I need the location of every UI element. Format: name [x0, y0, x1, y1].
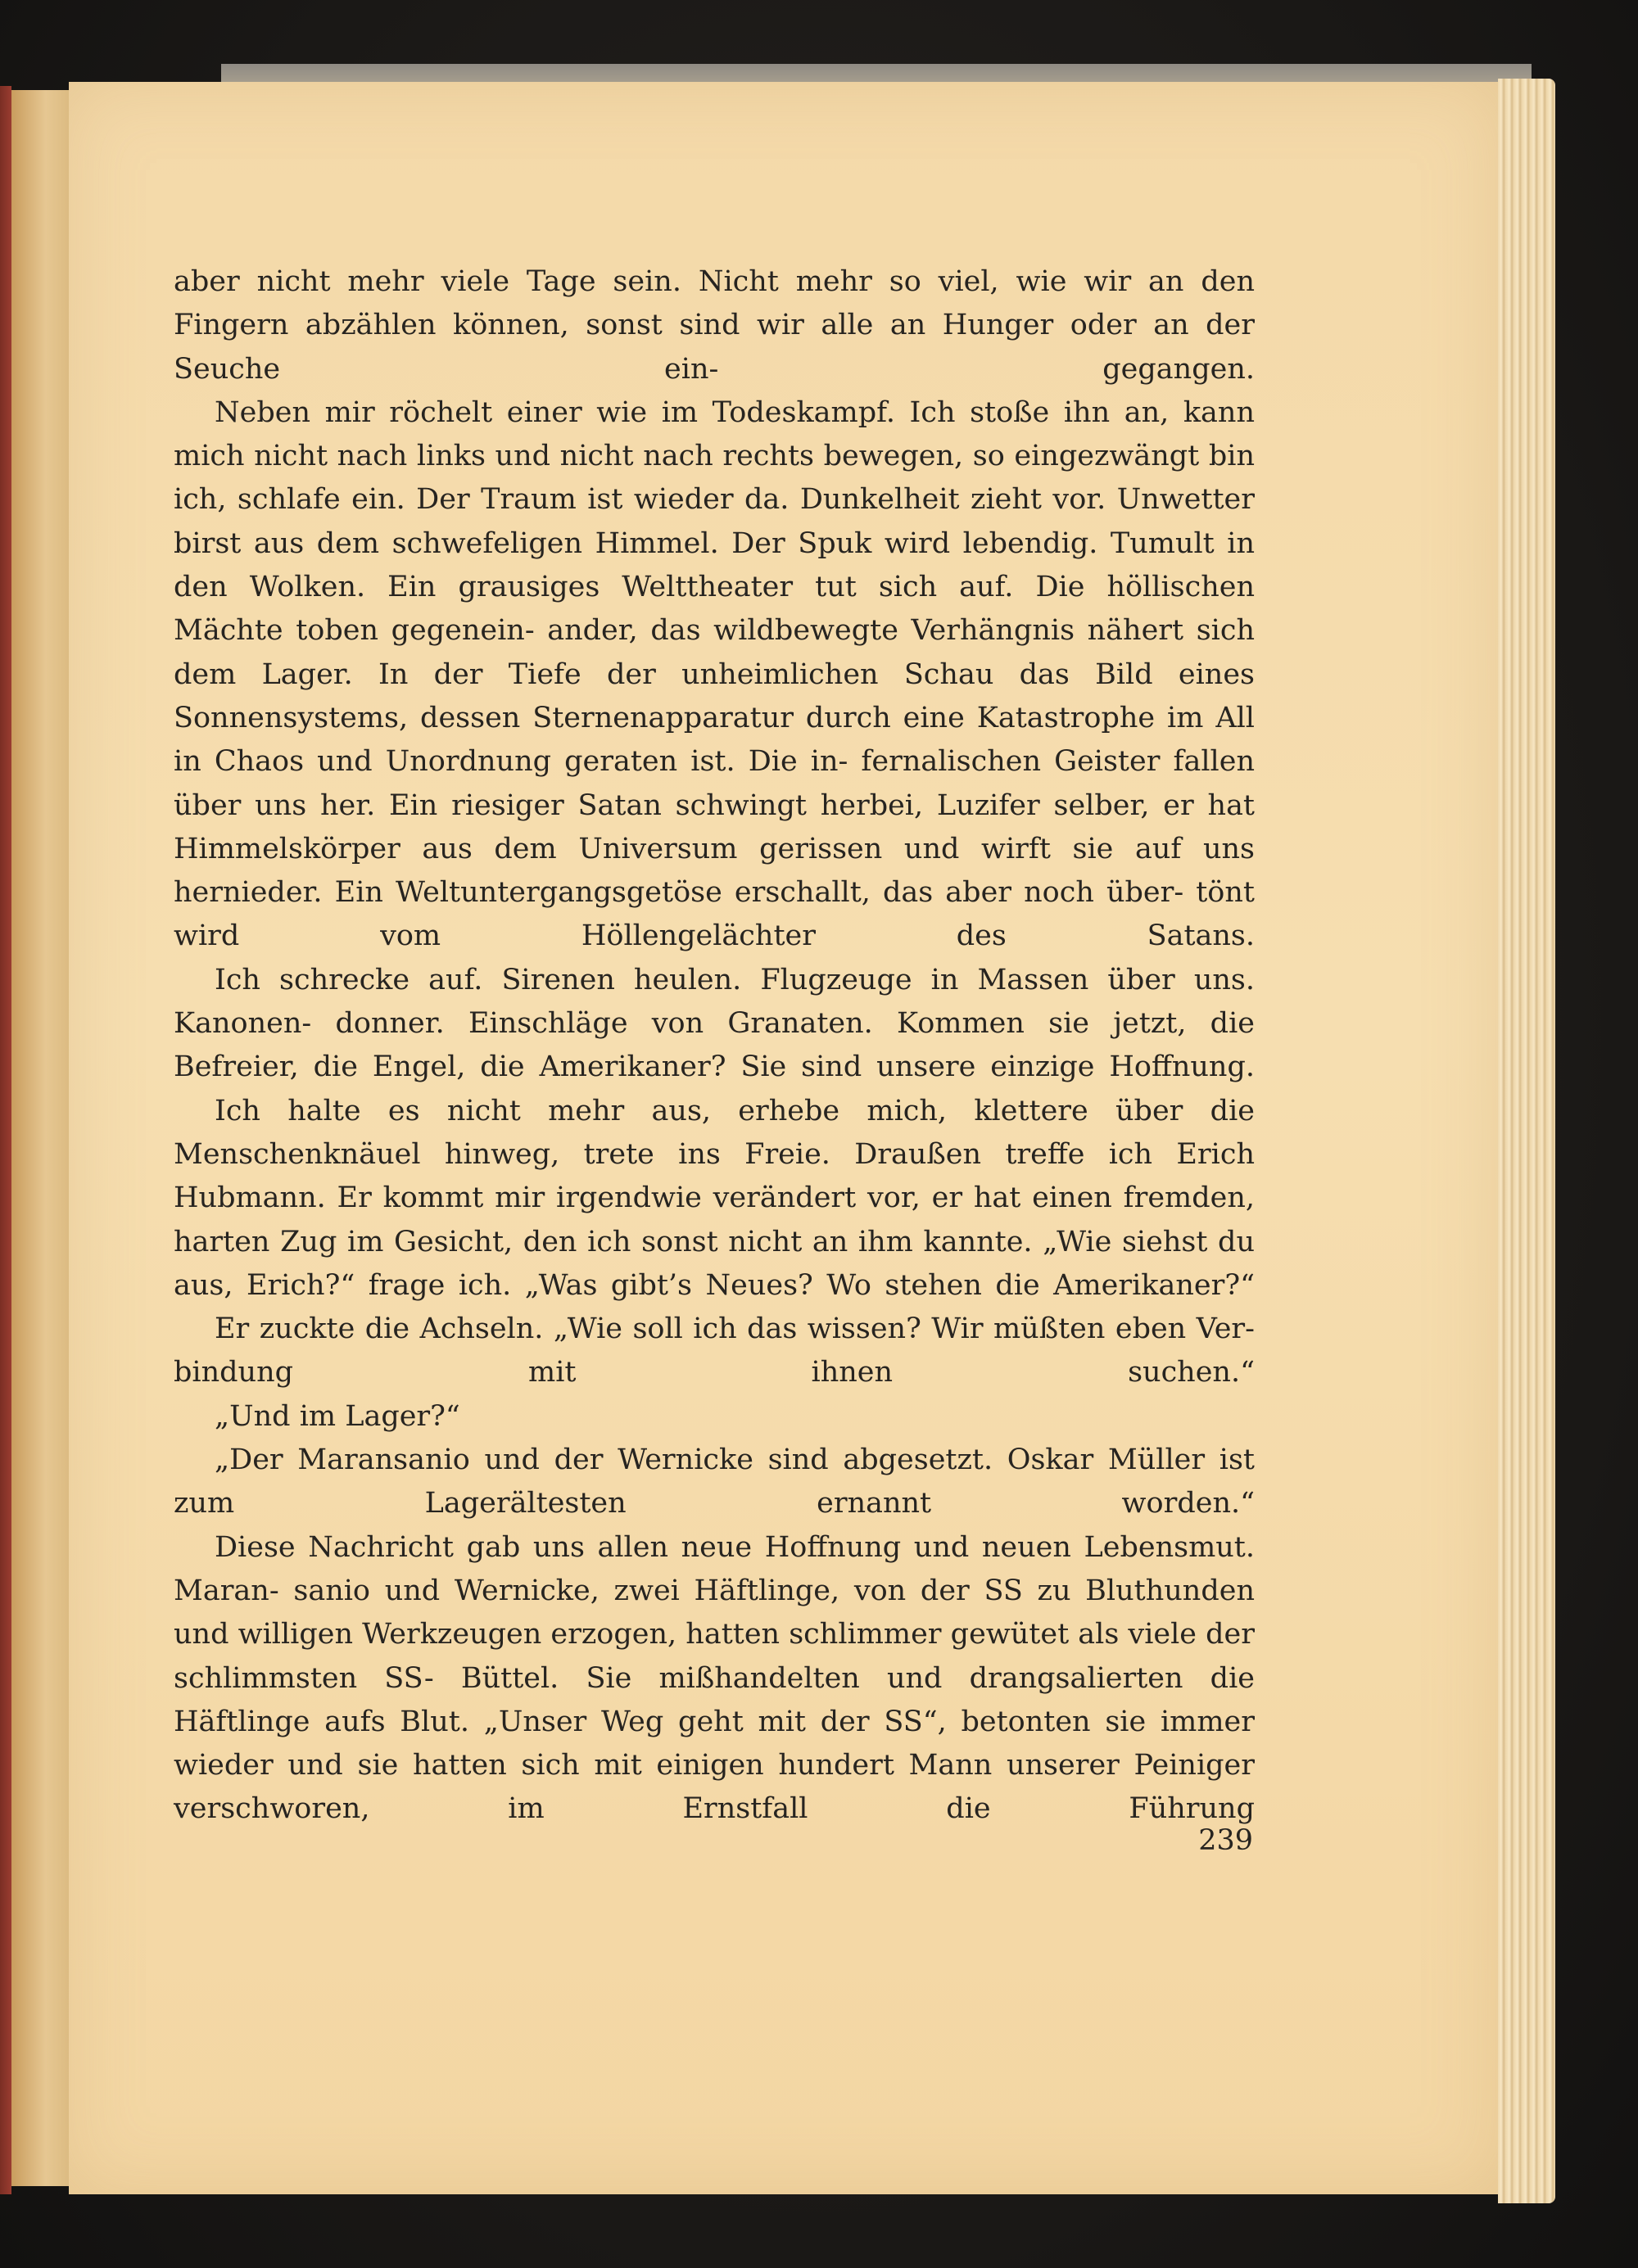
page-stack-edge: [1498, 79, 1555, 2203]
paragraph: „Und im Lager?“: [215, 1399, 460, 1433]
paragraph: Ich schrecke auf. Sirenen heulen. Flugzeuge in Massen über uns. Kanonen- donner. Einschläge von Granaten. Kommen sie jetzt, die Befreier, die Engel, die Amerikaner? Sie sind unsere einzige Hoffnung.: [174, 963, 1255, 1084]
paragraph: Ich halte es nicht mehr aus, erhebe mich, klettere über die Menschenknäuel hinweg, trete ins Freie. Draußen treffe ich Erich Hubmann. Er kommt mir irgendwie verändert vor, er hat einen fremden, harten Zug im Gesicht, den ich sonst nicht an ihm kannte. „Wie siehst du aus, Erich?“ frage ich. „Was gibt’s Neues? Wo stehen die Amerikaner?“: [174, 1094, 1255, 1302]
book-cover-edge: [0, 86, 11, 2194]
paragraph: „Der Maransanio und der Wernicke sind abgesetzt. Oskar Müller ist zum Lagerältesten ernannt worden.“: [174, 1443, 1255, 1520]
paragraph: aber nicht mehr viele Tage sein. Nicht mehr so viel, wie wir an den Fingern abzählen können, sonst sind wir alle an Hunger oder an der Seuche ein- gegangen.: [174, 265, 1255, 386]
facing-page-edge: [11, 90, 69, 2186]
paragraph: Neben mir röchelt einer wie im Todeskampf. Ich stoße ihn an, kann mich nicht nach links und nicht nach rechts bewegen, so eingezwängt bin ich, schlafe ein. Der Traum ist wieder da. Dunkelheit zieht vor. Unwetter birst aus dem schwefeligen Himmel. Der Spuk wird lebendig. Tumult in den Wolken. Ein grausiges Welttheater tut sich auf. Die höllischen Mächte toben gegenein- ander, das wildbewegte Verhängnis nähert sich dem Lager. In der Tiefe der unheimlichen Schau das Bild eines Sonnensystems, dessen Sternenapparatur durch eine Katastrophe im All in Chaos und Unordnung geraten ist. Die in- fernalischen Geister fallen über uns her. Ein riesiger Satan schwingt herbei, Luzifer selber, er hat Himmelskörper aus dem Universum gerissen und wirft sie auf uns hernieder. Ein Weltuntergangsgetöse erschallt, das aber noch über- tönt wird vom Höllengelächter des Satans.: [174, 395, 1255, 953]
paragraph: Er zuckte die Achseln. „Wie soll ich das wissen? Wir müßten eben Ver- bindung mit ihnen suchen.“: [174, 1312, 1255, 1389]
body-text: [174, 260, 1255, 1832]
page-number: 239: [1198, 1824, 1253, 1857]
paragraph: Diese Nachricht gab uns allen neue Hoffnung und neuen Lebensmut. Maran- sanio und Wernicke, zwei Häftlinge, von der SS zu Bluthunden und willigen Werkzeugen erzogen, hatten schlimmer gewütet als viele der schlimmsten SS- Büttel. Sie mißhandelten und drangsalierten die Häftlinge aufs Blut. „Unser Weg geht mit der SS“, betonten sie immer wieder und sie hatten sich mit einigen hundert Mann unserer Peiniger verschworen, im Ernstfall die Führung: [174, 1530, 1255, 1826]
